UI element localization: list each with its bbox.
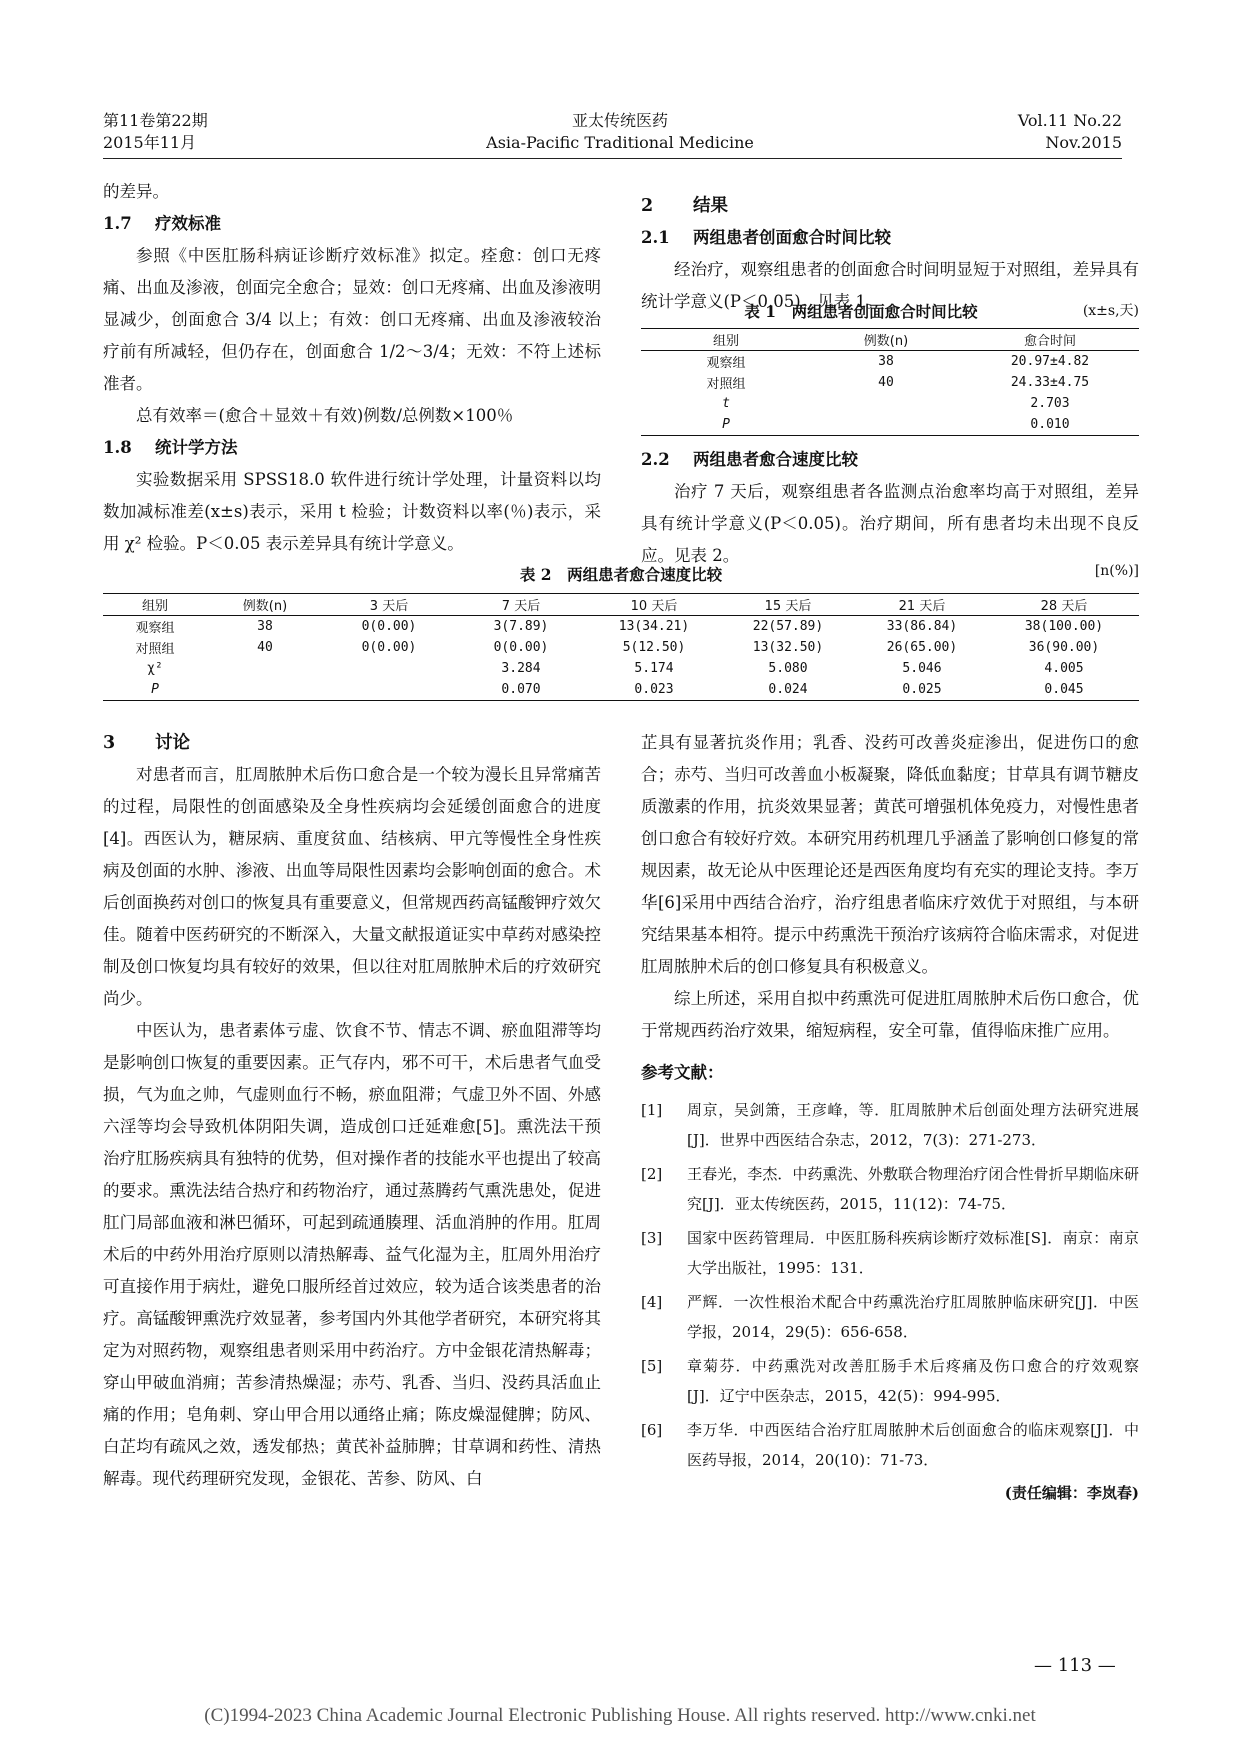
table-cell: 2.703 <box>1030 396 1070 411</box>
table-cell: 5.174 <box>634 661 674 676</box>
table2-header-cell: 3 天后 <box>323 594 455 616</box>
table-cell: 24.33±4.75 <box>1010 375 1090 390</box>
table-cell: 0.023 <box>587 679 721 701</box>
section-2-2-text: 治疗 7 天后，观察组患者各监测点治愈率均高于对照组，差异具有统计学意义(P＜0.05)。治疗期间，所有患者均未出现不良反应。见表 2。 <box>641 482 1139 565</box>
right-column-section-2-2 <box>641 444 1139 572</box>
reference-item: [2] 王春光，李杰．中药熏洗、外敷联合物理治疗闭合性骨折早期临床研究[J]．亚太传统医药，2015，11(12)：74-75． <box>641 1165 1139 1213</box>
table-row <box>103 637 1139 658</box>
table-cell: 38(100.00) <box>1024 619 1104 634</box>
reference-item: [1] 周京，吴剑箫，王彦峰，等．肛周脓肿术后创面处理方法研究进展[J]．世界中西医结合杂志，2012，7(3)：271-273． <box>641 1101 1139 1149</box>
table-cell: 3.284 <box>501 661 541 676</box>
section-1-7-criteria: 参照《中医肛肠科病证诊断疗效标准》拟定。痊愈：创口无疼痛、出血及渗液，创面完全愈合；显效：创口无疼痛、出血及渗液明显减少，创面愈合 3/4 以上；有效：创口无疼痛、出血及渗液较治疗前有所减轻，但仍存在，创面愈合 1/2～3/4；无效：不符上述标准者。 <box>103 246 601 393</box>
table1-unit: (x±s,天) <box>1082 303 1139 319</box>
table1-header-cell: 愈合时间 <box>961 329 1139 351</box>
discussion-paragraph: 对患者而言，肛周脓肿术后伤口愈合是一个较为漫长且异常痛苦的过程，局限性的创面感染及全身性疾病均会延缓创面愈合的进度[4]。西医认为，糖尿病、重度贫血、结核病、甲亢等慢性全身性疾病及创面的水肿、渗液、出血等局限性因素均会影响创面的愈合。术后创面换药对创口的恢复具有重要意义，但常规西药高锰酸钾疗效欠佳。随着中医药研究的不断深入，大量文献报道证实中草药对感染控制及创口恢复均具有较好的效果，但以往对肛周脓肿术后的疗效研究尚少。 <box>103 765 601 1008</box>
table-cell <box>207 679 323 701</box>
table-cell: 3(7.89) <box>493 619 549 634</box>
reference-item: [4] 严辉．一次性根治术配合中药熏洗治疗肛周脓肿临床研究[J]．中医学报，2014，29(5)：656-658． <box>641 1293 1139 1341</box>
page-number: — 113 — <box>1034 1655 1116 1676</box>
reference-item: [3] 国家中医药管理局．中医肛肠科疾病诊断疗效标准[S]．南京：南京大学出版社，1995：131． <box>641 1229 1139 1277</box>
left-column-discussion <box>103 727 601 1495</box>
table-row <box>641 351 1139 373</box>
discussion-paragraph: 综上所述，采用自拟中药熏洗可促进肛周脓肿术后伤口愈合，优于常规西药治疗效果，缩短病程，安全可靠，值得临床推广应用。 <box>641 989 1139 1040</box>
table-row <box>103 658 1139 679</box>
table-cell: 0(0.00) <box>361 619 417 634</box>
section-1-7-formula: 总有效率＝(愈合＋显效＋有效)例数/总例数×100％ <box>136 406 514 425</box>
table-cell: 26(65.00) <box>886 640 958 655</box>
section-2-2-heading: 2.2 两组患者愈合速度比较 <box>641 450 858 469</box>
section-3-heading: 3 讨论 <box>103 733 190 753</box>
table2-header-cell: 28 天后 <box>989 594 1139 616</box>
table-cell: 0(0.00) <box>493 640 549 655</box>
table-cell: 40 <box>878 375 894 390</box>
reference-item: [6] 李万华．中西医结合治疗肛周脓肿术后创面愈合的临床观察[J]．中医药导报，2014，20(10)：71-73． <box>641 1421 1139 1469</box>
table2 <box>103 593 1139 701</box>
table-cell: 0.010 <box>961 414 1139 436</box>
section-2-heading: 2 结果 <box>641 196 728 216</box>
journal-en: Asia-Pacific Traditional Medicine <box>486 133 754 152</box>
table-cell <box>207 658 323 679</box>
table-cell: P <box>103 679 207 701</box>
table-cell: 22(57.89) <box>752 619 824 634</box>
right-column-discussion <box>641 727 1139 1507</box>
table-cell <box>811 414 961 436</box>
table-cell: 38 <box>257 619 273 634</box>
table1-caption: 表 1 两组患者创面愈合时间比较 <box>744 302 978 321</box>
table2-header-cell: 15 天后 <box>721 594 855 616</box>
table-cell: 13(32.50) <box>752 640 824 655</box>
volume-en: Vol.11 No.22 <box>1017 111 1122 130</box>
header-right <box>1018 110 1122 154</box>
header-rule <box>103 158 1122 159</box>
copyright-footer: (C)1994-2023 China Academic Journal Electronic Publishing House. All rights reserved. http://www.cnki.net <box>204 1705 1036 1726</box>
table-cell: 40 <box>257 640 273 655</box>
references-title: 参考文献： <box>641 1063 724 1082</box>
table-row <box>641 372 1139 393</box>
section-1-7-heading: 1.7 疗效标准 <box>103 214 221 233</box>
table-cell: 0.045 <box>989 679 1139 701</box>
table-cell: 36(90.00) <box>1028 640 1100 655</box>
table-row <box>641 393 1139 414</box>
date-en: Nov.2015 <box>1045 133 1122 152</box>
table1-header-cell: 例数(n) <box>811 329 961 351</box>
section-1-8-text: 实验数据采用 SPSS18.0 软件进行统计学处理，计量资料以均数加减标准差(x±s)表示，采用 t 检验；计数资料以率(％)表示，采用 χ² 检验。P＜0.05 表示差异具有统计学意义。 <box>103 470 601 553</box>
table-cell: 4.005 <box>1044 661 1084 676</box>
table-cell <box>323 679 455 701</box>
table2-caption: 表 2 两组患者愈合速度比较 <box>519 565 723 584</box>
table-cell: 0(0.00) <box>361 640 417 655</box>
section-2-1-heading: 2.1 两组患者创面愈合时间比较 <box>641 228 891 247</box>
table2-header-cell: 例数(n) <box>207 594 323 616</box>
table2-header-cell: 7 天后 <box>455 594 587 616</box>
table1-header-row <box>641 329 1139 351</box>
journal-cn: 亚太传统医药 <box>571 111 668 130</box>
section-2-1-text: 经治疗，观察组患者的创面愈合时间明显短于对照组，差异具有统计学意义(P＜0.05)。见表 1。 <box>641 260 1139 311</box>
reference-item: [5] 章菊芬．中药熏洗对改善肛肠手术后疼痛及伤口愈合的疗效观察[J]．辽宁中医杂志，2015，42(5)：994-995． <box>641 1357 1139 1405</box>
left-column-top <box>103 176 601 560</box>
table2-header-cell: 组别 <box>103 594 207 616</box>
table-cell <box>811 393 961 414</box>
table-row <box>641 414 1139 436</box>
table-cell: 38 <box>878 354 894 369</box>
table-cell: χ² <box>147 661 163 676</box>
table2-block <box>103 563 1139 701</box>
table-cell: P <box>641 414 811 436</box>
date-cn: 2015年11月 <box>103 133 197 152</box>
table-cell: 20.97±4.82 <box>1010 354 1090 369</box>
table-cell <box>323 658 455 679</box>
reference-list <box>641 1095 1139 1475</box>
table-cell: 0.024 <box>721 679 855 701</box>
table-cell: 13(34.21) <box>618 619 690 634</box>
table-cell: 0.025 <box>855 679 989 701</box>
responsible-editor: (责任编辑：李岚春) <box>1004 1484 1139 1502</box>
table-cell: 对照组 <box>706 377 746 392</box>
table-cell: 0.070 <box>455 679 587 701</box>
table2-header-row <box>103 594 1139 616</box>
table1-block <box>641 300 1139 436</box>
table-row <box>103 679 1139 701</box>
section-1-8-heading: 1.8 统计学方法 <box>103 438 238 457</box>
continued-text: 的差异。 <box>103 182 169 201</box>
volume-issue: 第11卷第22期 <box>103 111 208 130</box>
table-cell: t <box>722 396 730 411</box>
table-cell: 观察组 <box>706 356 746 371</box>
table1-header-cell: 组别 <box>641 329 811 351</box>
table-cell: 5(12.50) <box>622 640 686 655</box>
table-cell: 5.046 <box>902 661 942 676</box>
discussion-paragraph: 芷具有显著抗炎作用；乳香、没药可改善炎症渗出，促进伤口的愈合；赤芍、当归可改善血小板凝聚，降低血黏度；甘草具有调节糖皮质激素的作用，抗炎效果显著；黄芪可增强机体免疫力，对慢性患者创口愈合有较好疗效。本研究用药机理几乎涵盖了影响创口修复的常规因素，故无论从中医理论还是西医角度均有充实的理论支持。李万华[6]采用中西结合治疗，治疗组患者临床疗效优于对照组，与本研究结果基本相符。提示中药熏洗干预治疗该病符合临床需求，对促进肛周脓肿术后的创口修复具有积极意义。 <box>641 733 1139 976</box>
right-column-top <box>641 190 1139 318</box>
table2-unit: [n(%)] <box>1094 563 1139 579</box>
table-row <box>103 616 1139 638</box>
table-cell: 对照组 <box>135 642 175 657</box>
table-cell: 5.080 <box>768 661 808 676</box>
table-cell: 观察组 <box>135 621 175 636</box>
table2-header-cell: 21 天后 <box>855 594 989 616</box>
table1 <box>641 328 1139 436</box>
table2-header-cell: 10 天后 <box>587 594 721 616</box>
table-cell: 33(86.84) <box>886 619 958 634</box>
discussion-paragraph: 中医认为，患者素体亏虚、饮食不节、情志不调、瘀血阻滞等均是影响创口恢复的重要因素。正气存内，邪不可干，术后患者气血受损，气为血之帅，气虚则血行不畅，瘀血阻滞；气虚卫外不固、外感六淫等均会导致机体阴阳失调，造成创口迁延难愈[5]。熏洗法干预治疗肛肠疾病具有独特的优势，但对操作者的技能水平也提出了较高的要求。熏洗法结合热疗和药物治疗，通过蒸腾药气熏洗患处，促进肛门局部血液和淋巴循环，可起到疏通腠理、活血消肿的作用。肛周术后的中药外用治疗原则以清热解毒、益气化湿为主，肛周外用治疗可直接作用于病灶，避免口服所经首过效应，较为适合该类患者的治疗。高锰酸钾熏洗疗效显著，参考国内外其他学者研究，本研究将其定为对照药物，观察组患者则采用中药治疗。方中金银花清热解毒；穿山甲破血消痈；苦参清热燥湿；赤芍、乳香、当归、没药具活血止痛的作用；皂角刺、穿山甲合用以通络止痛；陈皮燥湿健脾；防风、白芷均有疏风之效，透发郁热；黄芪补益肺脾；甘草调和药性、清热解毒。现代药理研究发现，金银花、苦参、防风、白 <box>103 1021 601 1488</box>
